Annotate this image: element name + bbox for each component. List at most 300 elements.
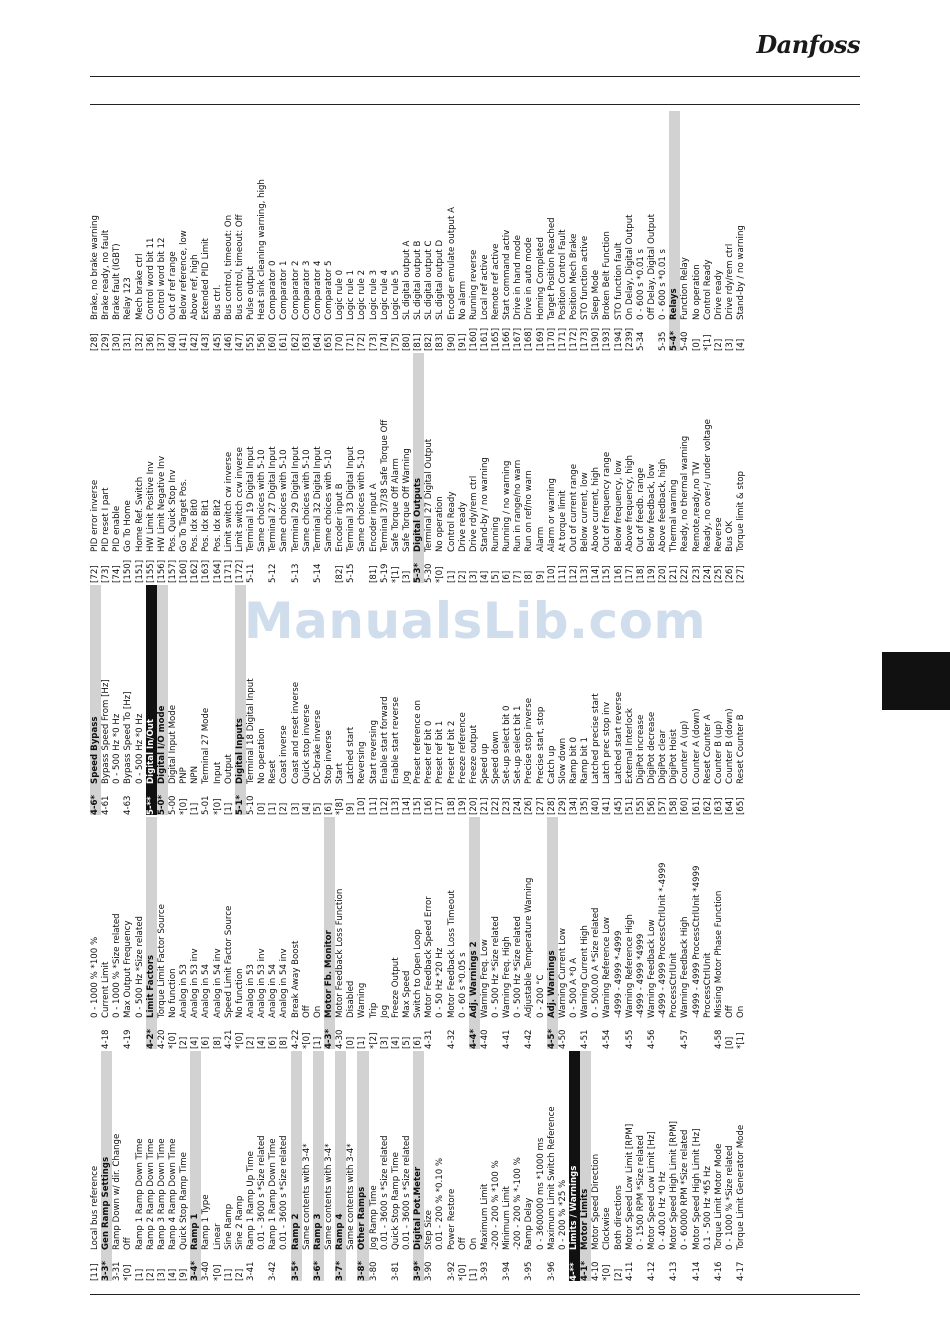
parameter-text: Motor Speed High Limit [RPM] — [669, 1120, 680, 1250]
parameter-text: Brake, no brake warning — [90, 215, 100, 320]
parameter-entry — [168, 817, 179, 1049]
parameter-entry — [213, 111, 224, 351]
parameter-code: 4-14 — [691, 1261, 702, 1281]
parameter-entry — [168, 111, 179, 351]
parameter-text: 0 - 1000 % *Size related — [112, 913, 123, 1018]
parameter-entry — [369, 1051, 380, 1281]
parameter-text: Terminal 32 Digital Input — [312, 446, 323, 552]
parameter-entry — [235, 111, 246, 351]
parameter-text: Off — [123, 1237, 134, 1250]
parameter-entry — [513, 111, 524, 351]
chapter-thumb-tab — [882, 652, 950, 710]
parameter-code: 3-42 — [268, 1261, 279, 1281]
parameter-code: 5-19 — [379, 563, 390, 583]
parameter-text: Sine 2 Ramp — [234, 1195, 245, 1250]
parameter-text: Limits / Warnings — [569, 1165, 580, 1250]
parameter-code: 3-94 — [502, 1261, 513, 1281]
parameter-text: Slow down — [557, 737, 568, 784]
parameter-text: Below feedback, low — [647, 463, 658, 552]
parameter-code: [1] — [134, 1268, 145, 1281]
parameter-code: 4-2* — [145, 1028, 156, 1049]
group-heading — [291, 1051, 302, 1281]
parameter-text: Motor Speed High Limit [Hz] — [691, 1128, 702, 1250]
parameter-code: [4] — [736, 338, 747, 351]
parameter-code: 4-56 — [647, 1029, 658, 1049]
parameter-code: 4-50 — [557, 1029, 568, 1049]
parameter-entry — [736, 817, 747, 1049]
parameter-code: [24] — [513, 797, 524, 815]
parameter-code: 5-34 — [635, 331, 646, 351]
parameter-code: 3-95 — [524, 1261, 535, 1281]
parameter-text: Same choices with 5-10 — [301, 449, 312, 552]
parameter-entry — [647, 353, 658, 583]
parameter-entry — [480, 353, 491, 583]
parameter-text: Relays — [669, 288, 680, 320]
parameter-entry — [714, 353, 725, 583]
parameter-text: Counter A (up) — [680, 720, 691, 784]
parameter-code: [63] — [713, 797, 724, 815]
parameter-entry — [647, 111, 658, 351]
parameter-entry — [714, 817, 725, 1049]
parameter-text: Bus control, timeout: Off — [234, 214, 245, 320]
parameter-code: [27] — [736, 565, 747, 583]
parameter-code: [2] — [245, 1036, 256, 1049]
parameter-entry — [302, 111, 313, 351]
parameter-code: [9] — [179, 1268, 190, 1281]
parameter-code: [55] — [635, 797, 646, 815]
parameter-text: Freeze Output — [390, 957, 401, 1018]
parameter-text: No alarm — [457, 280, 468, 320]
parameter-text: Digital I/O mode — [156, 705, 167, 784]
parameter-entry — [157, 111, 168, 351]
parameter-text: 0.01 - 3600 s *Size related — [279, 1135, 290, 1250]
parameter-code: *[1] — [702, 334, 713, 351]
parameter-text: Jog — [379, 1004, 390, 1018]
group-heading — [669, 111, 680, 351]
parameter-text: 0 - 400.0 Hz *0 Hz — [658, 1171, 669, 1250]
parameter-text: Analog in 54 inv — [279, 948, 290, 1018]
parameter-code: [161] — [479, 327, 490, 351]
parameter-text: On — [736, 1005, 747, 1018]
parameter-code: 4-17 — [736, 1261, 747, 1281]
parameter-text: Off — [725, 1005, 736, 1018]
parameter-code — [302, 1250, 313, 1281]
parameter-code — [591, 1018, 602, 1049]
parameter-text: Terminal 19 Digital Input — [245, 446, 256, 552]
parameter-code: 5-35 — [658, 331, 669, 351]
parameter-entry — [625, 817, 636, 1049]
parameter-text: Ramp 2 Ramp Down Time — [145, 1138, 156, 1250]
parameter-code: [1] — [357, 1036, 368, 1049]
parameter-text: Latched start reverse — [613, 691, 624, 784]
parameter-text: External Interlock — [624, 708, 635, 784]
parameter-code: [10] — [546, 565, 557, 583]
parameter-text: Terminal 27 Mode — [201, 707, 212, 784]
parameter-code: [2] — [179, 1036, 190, 1049]
parameter-code: [35] — [580, 797, 591, 815]
parameter-text: SL digital output B — [413, 240, 424, 320]
parameter-entry — [458, 817, 469, 1049]
parameter-code — [569, 1018, 580, 1049]
parameter-text: Speed Bypass — [90, 716, 100, 784]
parameter-code: [71] — [346, 333, 357, 351]
parameter-text: Freeze reference — [457, 712, 468, 784]
parameter-entry — [413, 111, 424, 351]
parameter-text: 0.1 - 500 Hz *65 Hz — [702, 1165, 713, 1250]
parameter-text: Broken Belt Function — [602, 231, 613, 320]
parameter-text: Warning Feedback High — [680, 916, 691, 1018]
parameter-text: Start command activ — [502, 229, 513, 320]
parameter-code: [19] — [647, 565, 658, 583]
parameter-text: Logic rule 1 — [346, 269, 357, 320]
parameter-entry — [636, 353, 647, 583]
parameter-text: Digital In/Out — [145, 718, 156, 784]
parameter-entry — [424, 817, 435, 1049]
parameter-text: On — [468, 1237, 479, 1250]
parameter-code: [72] — [90, 565, 100, 583]
parameter-code: [239] — [624, 327, 635, 351]
parameter-entry — [736, 353, 747, 583]
parameter-text: ProcessCtrlUnit — [669, 952, 680, 1018]
parameter-text: 0 - 500 A *0 A — [569, 957, 580, 1018]
parameter-text: No operation — [257, 728, 268, 784]
parameter-code: *[1] — [736, 1032, 747, 1049]
parameter-entry — [602, 817, 613, 1049]
parameter-entry — [369, 817, 380, 1049]
parameter-column — [90, 817, 870, 1049]
parameter-text: Quick Stop Ramp Time — [179, 1152, 190, 1250]
parameter-entry — [680, 817, 691, 1049]
parameter-entry — [424, 353, 435, 583]
parameter-code: [155] — [145, 559, 156, 583]
parameter-text: Out of ref range — [167, 251, 178, 320]
parameter-entry — [647, 817, 658, 1049]
parameter-code: [157] — [167, 559, 178, 583]
parameter-code: 4-20 — [156, 1029, 167, 1049]
parameter-entry — [580, 353, 591, 583]
parameter-entry — [725, 817, 736, 1049]
parameter-entry — [458, 111, 469, 351]
parameter-code: [41] — [179, 333, 190, 351]
parameter-entry — [625, 111, 636, 351]
parameter-text: Brake fault (IGBT) — [112, 243, 123, 320]
parameter-code: [30] — [112, 333, 123, 351]
parameter-code: [4] — [301, 802, 312, 815]
parameter-text: Minimum Limit — [502, 1186, 513, 1250]
parameter-text: Brake ready, no fault — [101, 229, 112, 320]
group-heading — [413, 353, 424, 583]
parameter-text: 0 - 200 °C — [535, 974, 546, 1018]
parameter-code — [703, 1250, 714, 1281]
parameter-code: [8] — [212, 1036, 223, 1049]
parameter-entry — [424, 1051, 435, 1281]
parameter-entry — [90, 1051, 101, 1281]
parameter-text: Precise start, stop — [535, 706, 546, 784]
parameter-text: On — [312, 1005, 323, 1018]
parameter-code: [164] — [212, 559, 223, 583]
parameter-text: Start — [335, 763, 346, 784]
parameter-entry — [369, 353, 380, 583]
parameter-text: 0 - 1500 RPM *Size related — [635, 1134, 646, 1250]
parameter-code: [82] — [424, 333, 435, 351]
parameter-text: Set-up select bit 1 — [513, 705, 524, 784]
parameter-entry — [658, 353, 669, 583]
parameter-entry — [547, 353, 558, 583]
parameter-entry — [112, 353, 123, 583]
parameter-text: Linear — [212, 1223, 223, 1250]
parameter-code: [13] — [580, 565, 591, 583]
parameter-code: 5-13 — [290, 563, 301, 583]
parameter-entry — [213, 353, 224, 583]
parameter-text: Local bus reference — [90, 1165, 100, 1250]
parameter-text: Ramp Delay — [524, 1197, 535, 1250]
parameter-entry — [268, 111, 279, 351]
parameter-entry — [513, 1051, 524, 1281]
parameter-text: Bypass Speed To [Hz] — [123, 691, 134, 784]
parameter-entry — [491, 111, 502, 351]
parameter-code: [2] — [234, 1268, 245, 1281]
parameter-text: Motor Speed Direction — [591, 1153, 602, 1250]
parameter-code: [0] — [346, 1036, 357, 1049]
parameter-code: [2] — [457, 570, 468, 583]
parameter-text: Ramp 1 Type — [201, 1194, 212, 1250]
parameter-code — [324, 1250, 335, 1281]
parameter-entry — [692, 111, 703, 351]
parameter-text: Same contents with 3-4* — [346, 1143, 357, 1250]
parameter-code: [15] — [602, 565, 613, 583]
parameter-entry — [591, 1051, 602, 1281]
parameter-entry — [201, 111, 212, 351]
parameter-text: Alarm or warning — [546, 478, 557, 552]
parameter-text: Ramp Down w/ dir. Change — [112, 1133, 123, 1250]
parameter-code — [536, 1018, 547, 1049]
parameter-text: Drive ready — [457, 501, 468, 552]
parameter-text: Go To Home — [123, 500, 134, 552]
parameter-code: [82] — [335, 565, 346, 583]
parameter-text: Run on ref/no warn — [524, 470, 535, 552]
parameter-text: Gen Ramp Settings — [101, 1156, 112, 1250]
parameter-text: Ramp 2 — [290, 1213, 301, 1250]
parameter-code: [47] — [234, 333, 245, 351]
parameter-text: Out of frequency range — [602, 451, 613, 552]
parameter-text: Trip — [368, 1002, 379, 1018]
parameter-code: 4-61 — [101, 795, 112, 815]
parameter-text: Drive rdy/rem ctrl — [468, 475, 479, 552]
parameter-text: Ramp bit 1 — [580, 736, 591, 784]
parameter-code: [21] — [479, 797, 490, 815]
parameter-text: Ramp 3 — [312, 1213, 323, 1250]
parameter-text: Digital Input Mode — [167, 704, 178, 784]
parameter-code: [31] — [123, 333, 134, 351]
parameter-text: Torque limit & stop — [736, 471, 747, 552]
parameter-code — [692, 1018, 703, 1049]
footer-rule — [90, 1294, 860, 1295]
parameter-text: Alarm — [535, 526, 546, 552]
parameter-code — [257, 552, 268, 583]
parameter-code: [26] — [524, 797, 535, 815]
parameter-code: *[0] — [234, 1032, 245, 1049]
parameter-text: Motor Feedback Speed Error — [424, 896, 435, 1018]
parameter-code: [1] — [468, 1268, 479, 1281]
parameter-entry — [725, 111, 736, 351]
parameter-text: Latched precise start — [591, 693, 602, 784]
parameter-code: 4-32 — [446, 1029, 457, 1049]
parameter-text: Ramp 1 — [190, 1213, 201, 1250]
parameter-code: 4-58 — [713, 1029, 724, 1049]
parameter-text: -200 - 200 % *100 % — [491, 1160, 502, 1250]
parameter-text: Enable start forward — [379, 696, 390, 784]
parameter-text: Safe Torque Off Alarm — [390, 458, 401, 552]
parameter-text: DigiPot Hoist — [669, 728, 680, 784]
parameter-code: [64] — [725, 797, 736, 815]
parameter-text: Extended PID Limit — [201, 238, 212, 320]
parameter-entry — [447, 353, 458, 583]
parameter-entry — [680, 111, 691, 351]
parameter-code: [6] — [268, 1036, 279, 1049]
parameter-text: -200 - 200 % *-100 % — [513, 1157, 524, 1250]
parameter-code: [160] — [468, 327, 479, 351]
parameter-code: [4] — [479, 570, 490, 583]
parameter-code: [163] — [201, 559, 212, 583]
parameter-code — [658, 1250, 669, 1281]
parameter-text: On Delay, Digital Output — [624, 214, 635, 320]
parameter-text: At torque limit — [557, 490, 568, 552]
parameter-code: [4] — [190, 1036, 201, 1049]
parameter-text: Drive in auto mode — [524, 237, 535, 320]
parameter-code: [43] — [201, 333, 212, 351]
parameter-entry — [558, 817, 569, 1049]
parameter-text: Digital Inputs — [234, 718, 245, 784]
parameter-text: Terminal 33 Digital Input — [346, 446, 357, 552]
parameter-code: [56] — [647, 797, 658, 815]
parameter-entry — [168, 353, 179, 583]
parameter-code: [61] — [691, 797, 702, 815]
parameter-entry — [703, 1051, 714, 1281]
parameter-text: 0 - 60000 RPM *Size related — [680, 1129, 691, 1250]
parameter-code — [536, 1250, 547, 1281]
parameter-text: Off — [301, 1005, 312, 1018]
parameter-entry — [547, 111, 558, 351]
parameter-code: 4-30 — [335, 1029, 346, 1049]
parameter-code — [135, 784, 146, 815]
parameter-code: [73] — [101, 565, 112, 583]
group-heading — [580, 1051, 591, 1281]
parameter-text: Homing Completed — [535, 237, 546, 320]
parameter-code: [4] — [390, 1036, 401, 1049]
parameter-entry — [335, 111, 346, 351]
parameter-code: [169] — [535, 327, 546, 351]
parameter-code: *[0] — [435, 566, 446, 583]
parameter-entry — [625, 353, 636, 583]
parameter-code: [1] — [223, 802, 234, 815]
parameter-text: Coast inverse — [279, 725, 290, 784]
parameter-entry — [168, 1051, 179, 1281]
group-heading — [324, 817, 335, 1049]
parameter-text: Comparator 3 — [301, 260, 312, 320]
parameter-text: Off — [457, 1237, 468, 1250]
parameter-code: [40] — [591, 797, 602, 815]
parameter-text: Quick Stop Ramp Time — [390, 1152, 401, 1250]
parameter-text: Ramp 4 — [335, 1213, 346, 1250]
parameter-entry — [636, 1051, 647, 1281]
parameter-text: Stop inverse — [323, 730, 334, 784]
parameter-code — [112, 784, 123, 815]
parameter-code: 5-15 — [346, 563, 357, 583]
parameter-text: Precise stop inverse — [524, 697, 535, 784]
parameter-code: 4-51 — [580, 1029, 591, 1049]
parameter-entry — [536, 1051, 547, 1281]
parameter-entry — [502, 817, 513, 1049]
parameter-text: Freeze output — [468, 724, 479, 784]
parameter-code: 5-3* — [413, 562, 424, 583]
parameter-entry — [235, 1051, 246, 1281]
parameter-code: [29] — [101, 333, 112, 351]
parameter-text: 0.01 - 3600 s *Size related — [379, 1135, 390, 1250]
parameter-text: Adj. Warnings 2 — [468, 941, 479, 1018]
parameter-text: 0 - 1000 % *Size related — [725, 1145, 736, 1250]
parameter-code: [65] — [323, 333, 334, 351]
parameter-code: [171] — [557, 327, 568, 351]
parameter-text: No function — [167, 968, 178, 1018]
parameter-entry — [692, 353, 703, 583]
parameter-entry — [614, 353, 625, 583]
parameter-code: [172] — [569, 327, 580, 351]
parameter-code — [513, 1250, 524, 1281]
parameter-code: 3-8* — [357, 1260, 368, 1281]
parameter-text: Pos. Idx Bit0 — [190, 498, 201, 552]
parameter-code: [42] — [190, 333, 201, 351]
parameter-text: Sine Ramp — [223, 1203, 234, 1250]
parameter-entry — [112, 1051, 123, 1281]
parameter-text: Latched start — [346, 726, 357, 784]
parameter-text: Relay 123 — [123, 277, 134, 320]
parameter-text: Control Ready — [702, 259, 713, 320]
parameter-entry — [647, 1051, 658, 1281]
parameter-text: Preset ref bit 1 — [435, 720, 446, 784]
parameter-entry — [513, 817, 524, 1049]
parameter-entry — [435, 111, 446, 351]
parameter-code: [12] — [569, 565, 580, 583]
parameter-code — [324, 552, 335, 583]
parameter-entry — [224, 353, 235, 583]
parameter-code: [14] — [591, 565, 602, 583]
parameter-code: [83] — [435, 333, 446, 351]
parameter-entry — [725, 353, 736, 583]
parameter-entry — [324, 1051, 335, 1281]
parameter-text: Comparator 2 — [290, 260, 301, 320]
parameter-entry — [569, 353, 580, 583]
parameter-text: 0 - 600 s *0.01 s — [635, 248, 646, 320]
parameter-text: Motor Speed Low Limit [RPM] — [624, 1123, 635, 1250]
watermark: ManualsLib.com — [243, 592, 707, 650]
parameter-entry — [636, 817, 647, 1049]
parameter-code: [2] — [279, 802, 290, 815]
parameter-code: [1] — [223, 1268, 234, 1281]
parameter-text: Drive ready — [713, 269, 724, 320]
group-heading — [146, 817, 157, 1049]
parameter-code — [669, 1018, 680, 1049]
parameter-entry — [201, 817, 212, 1049]
parameter-code — [558, 1250, 569, 1281]
parameter-entry — [224, 111, 235, 351]
parameter-code: [29] — [557, 797, 568, 815]
parameter-text: Warning Freq. Low — [479, 939, 490, 1018]
parameter-text: Same choices with 5-10 — [357, 449, 368, 552]
parameter-code: [19] — [457, 797, 468, 815]
parameter-text: Analog in 54 — [201, 964, 212, 1018]
parameter-entry — [524, 1051, 535, 1281]
parameter-entry — [268, 353, 279, 583]
